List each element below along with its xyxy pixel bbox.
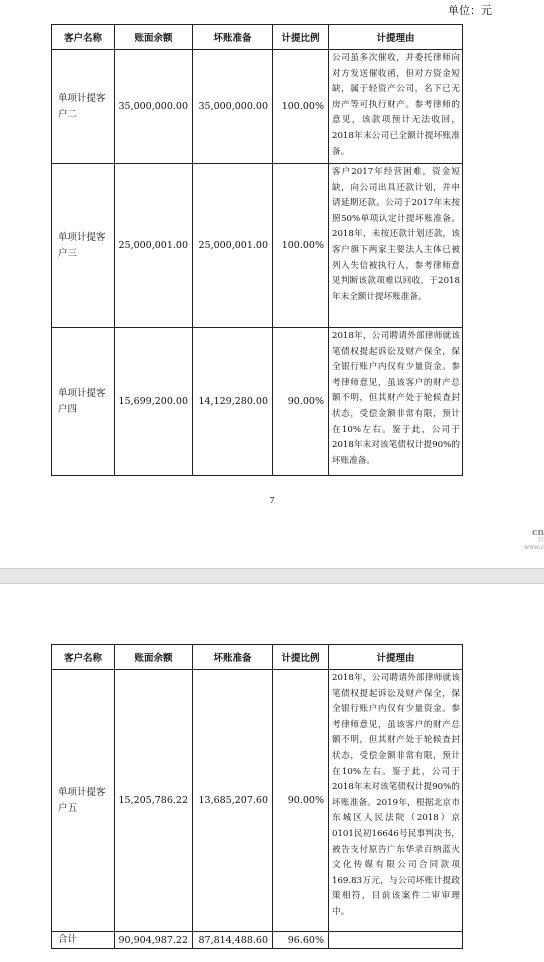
bad-debt-provision: 14,129,280.00 [193,328,273,476]
table-header-row [52,645,463,670]
unit-label: 单位：元 [448,4,492,17]
customer-name: 单项计提客户五 [52,670,115,932]
table-row [52,50,463,164]
book-balance: 15,699,200.00 [115,328,193,476]
watermark-text: cn [531,528,544,538]
book-balance: 25,000,001.00 [115,164,193,328]
total-balance: 90,904,987.22 [115,932,193,949]
table-header-row [52,25,463,50]
provision-reason: 客户2017年经营困难，资金短缺，向公司出具还款计划，并申请延期还款。公司于2017年末按照50%单项认定计提坏账准备。2018年，未按还款计划还款，该客户旗下两家主要法人主体已被列入失信被执行人，参考律师意见判断该款项难以回收，于2018年末全额计提坏账准备。 [329,164,463,328]
provision-ratio: 90.00% [273,328,329,476]
book-balance: 15,205,786.22 [115,670,193,932]
header-customer: 客户名称 [52,25,115,50]
provision-ratio: 100.00% [273,50,329,164]
header-reason: 计提理由 [329,645,463,670]
header-reason: 计提理由 [329,25,463,50]
provision-table-2 [51,644,463,949]
table-row [52,670,463,932]
page-separator [0,568,544,584]
provision-reason: 2018年，公司聘请外部律师就该笔债权提起诉讼及财产保全，保全银行账户内仅有少量资金。参考律师意见，虽该客户的财产总额不明，但其财产处于轮候查封状态，受偿金额非常有限，预计在10%左右。鉴于此，公司于2018年末对该笔债权计提90%的坏账准备。2019年，根据北京市东城区人民法院（2018）京0101民初16646号民事判决书，被告支付原告广东华录百纳蓝火文化传媒有限公司合同款项169.83万元，与公司坏账计提政策相符，目前该案件二审审理中。 [329,670,463,932]
watermark-url: www.c [524,544,544,551]
total-ratio: 96.60% [273,932,329,949]
book-balance: 35,000,000.00 [115,50,193,164]
provision-table-1 [51,24,463,476]
header-customer: 客户名称 [52,645,115,670]
provision-ratio: 90.00% [273,670,329,932]
total-row [52,932,463,949]
total-provision: 87,814,488.60 [193,932,273,949]
watermark-logo [514,530,544,560]
header-ratio: 计提比例 [273,25,329,50]
watermark-subtext: 巨 [537,537,544,544]
customer-name: 单项计提客户二 [52,50,115,164]
header-balance: 账面余额 [115,645,193,670]
customer-name: 单项计提客户四 [52,328,115,476]
header-provision: 坏账准备 [193,25,273,50]
page-number: 7 [269,496,275,505]
bad-debt-provision: 35,000,000.00 [193,50,273,164]
header-balance: 账面余额 [115,25,193,50]
total-label: 合计 [52,932,115,949]
table-row [52,164,463,328]
provision-reason: 公司虽多次催收，并委托律师向对方发送催收函，但对方资金短缺，属于轻资产公司，名下已无房产等可执行财产。参考律师的意见，该款项预计无法收回，2018年末公司已全额计提坏账准备。 [329,50,463,164]
provision-ratio: 100.00% [273,164,329,328]
header-provision: 坏账准备 [193,645,273,670]
bad-debt-provision: 25,000,001.00 [193,164,273,328]
customer-name: 单项计提客户三 [52,164,115,328]
provision-reason: 2018年，公司聘请外部律师就该笔债权提起诉讼及财产保全，保全银行账户内仅有少量资金。参考律师意见，虽该客户的财产总额不明，但其财产处于轮候查封状态，受偿金额非常有限，预计在10%左右。鉴于此，公司于2018年末对该笔债权计提90%的坏账准备。 [329,328,463,476]
table-row [52,328,463,476]
bad-debt-provision: 13,685,207.60 [193,670,273,932]
header-ratio: 计提比例 [273,645,329,670]
total-reason [329,932,463,949]
